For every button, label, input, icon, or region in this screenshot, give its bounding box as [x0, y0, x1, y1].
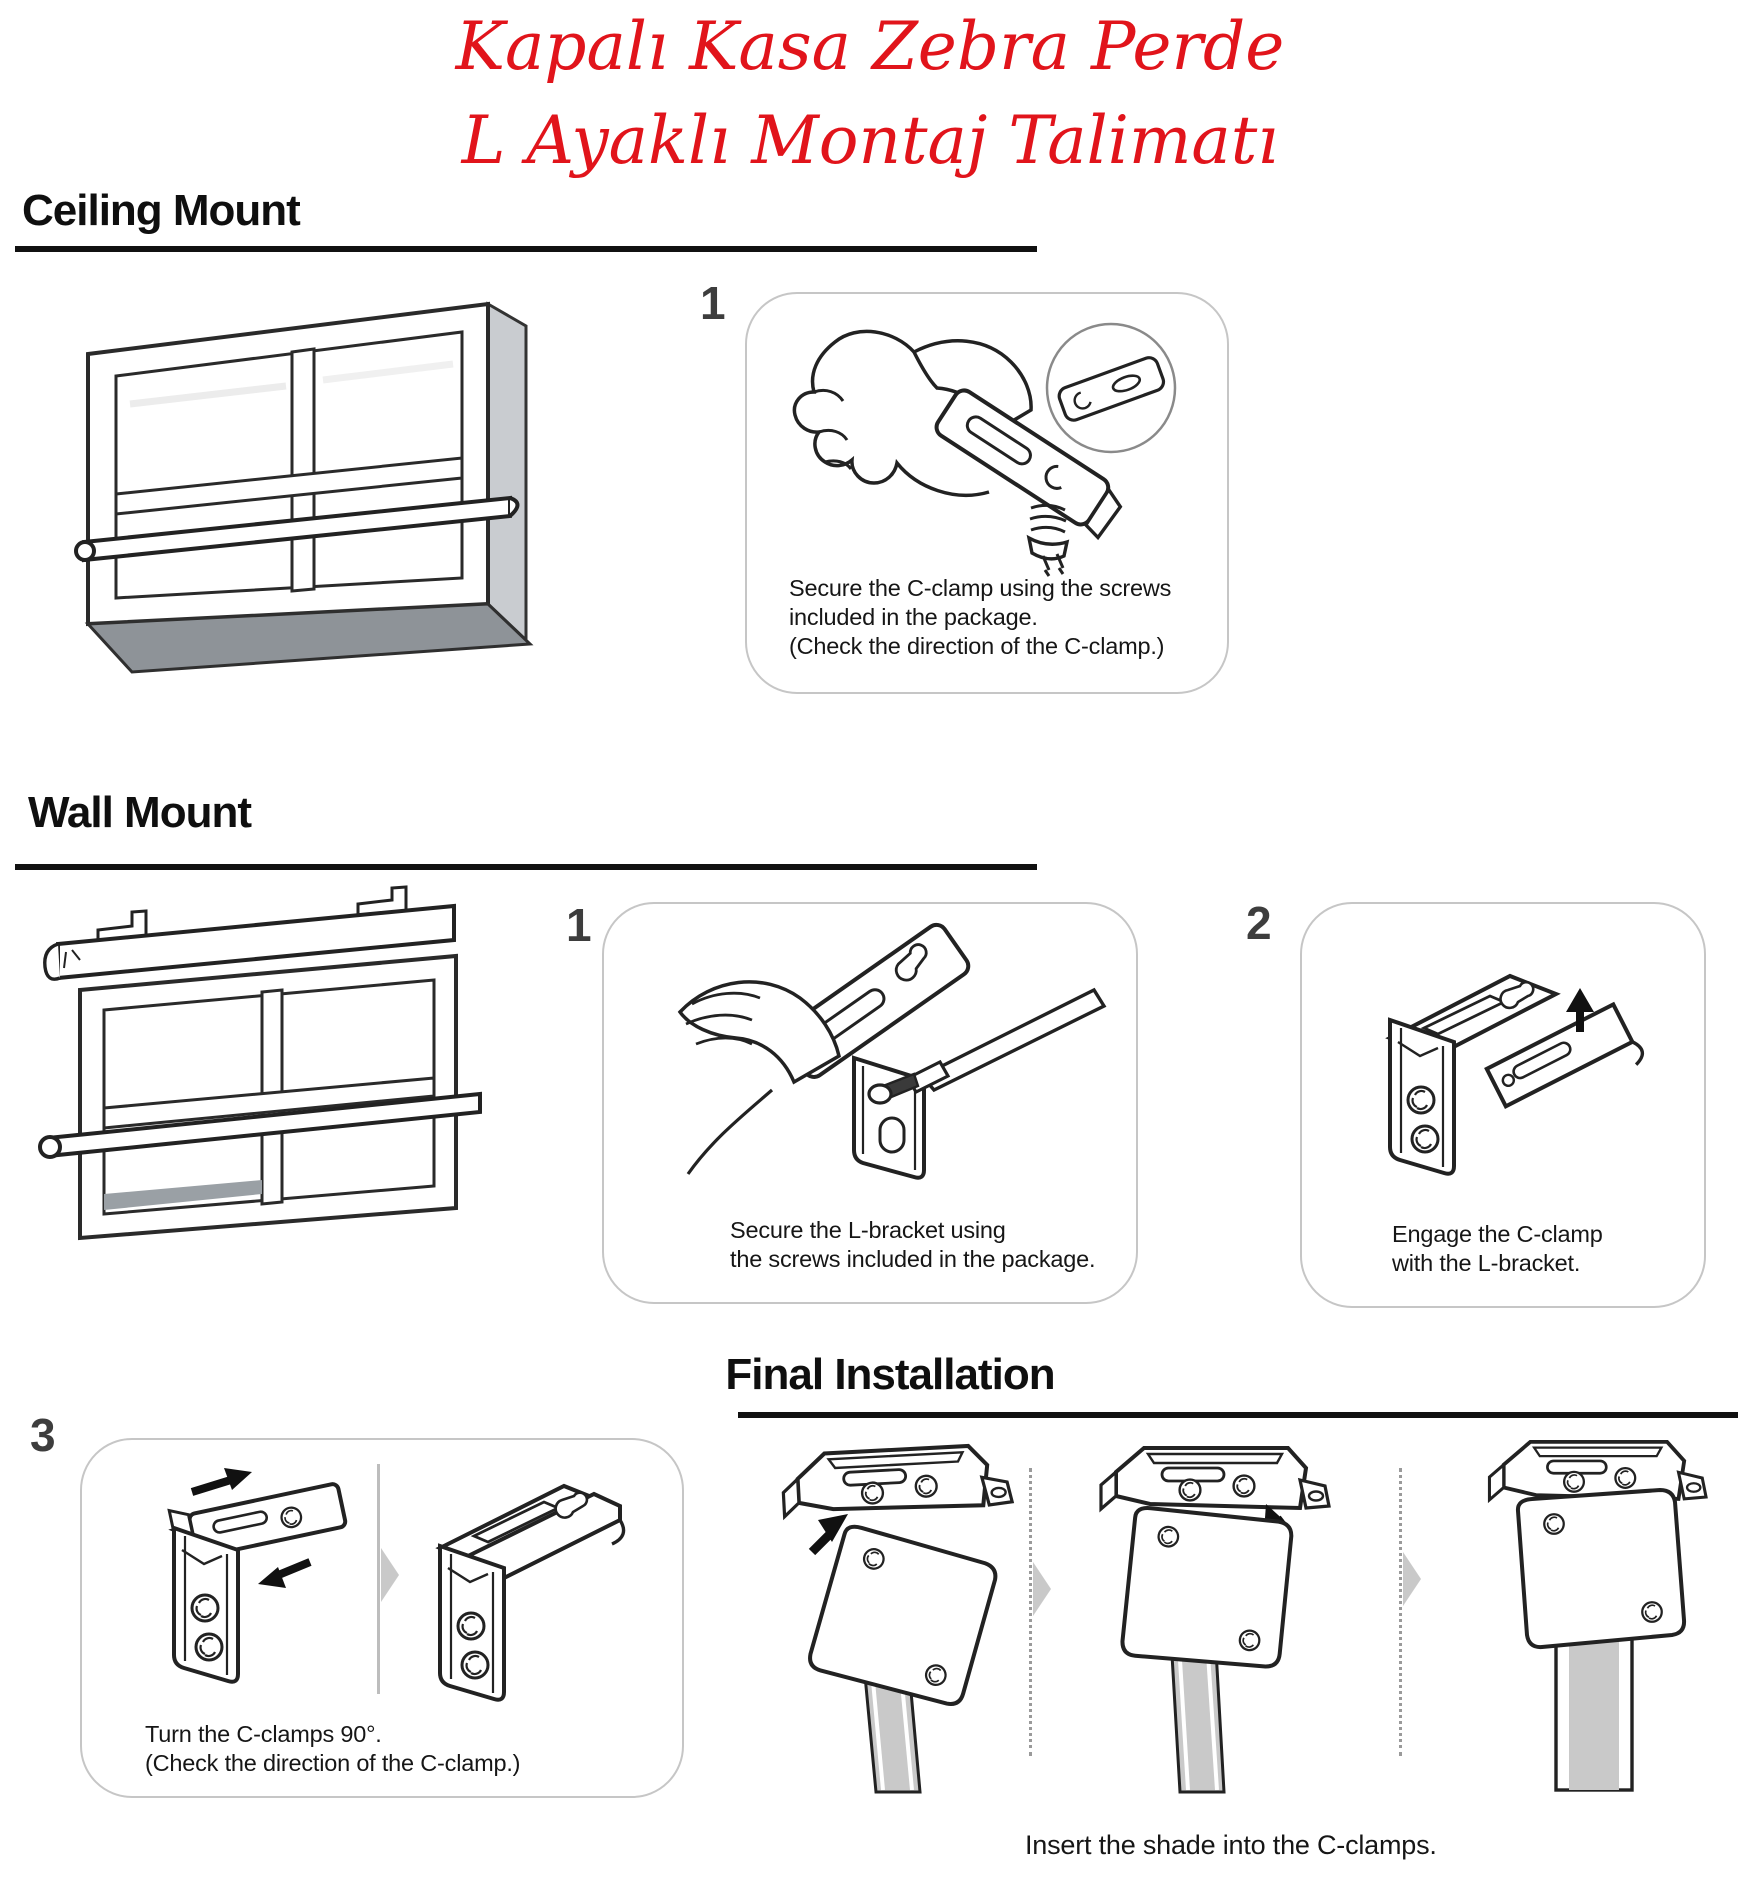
final-step3-box: [80, 1438, 684, 1798]
final-section-rule: [738, 1412, 1738, 1418]
hand-screwing-l-bracket-illustration: [622, 920, 1122, 1210]
insert-shade-engaging-illustration: [1052, 1440, 1352, 1792]
step3-divider: [377, 1464, 380, 1694]
wall-step1-box: [602, 902, 1138, 1304]
final-divider-2: [1399, 1468, 1402, 1756]
final-next-arrow-2-icon: [1403, 1552, 1421, 1606]
caption-line: Engage the C-clamp: [1392, 1221, 1603, 1247]
wall-step1-number: 1: [566, 899, 592, 951]
rotate-c-clamp-after-illustration: [404, 1462, 654, 1714]
final-next-arrow-1-icon: [1033, 1562, 1051, 1616]
caption-line: Secure the L-bracket using: [730, 1217, 1006, 1243]
wall-step2-box: [1300, 902, 1706, 1308]
title-line-2: L Ayaklı Montaj Talimatı: [461, 102, 1279, 179]
caption-line: (Check the direction of the C-clamp.): [145, 1750, 521, 1776]
step3-next-arrow-icon: [381, 1548, 399, 1602]
document-title: [340, 0, 1400, 188]
wall-step2-number: 2: [1246, 897, 1272, 949]
ceiling-step1-box: [745, 292, 1229, 694]
title-line-1: Kapalı Kasa Zebra Perde: [455, 8, 1285, 85]
c-clamp-engaging-l-bracket-illustration: [1360, 954, 1650, 1189]
insert-shade-tilted-illustration: [768, 1440, 1018, 1792]
ceiling-step-number: 1: [700, 277, 726, 329]
wall-section-rule: [15, 864, 1037, 870]
ceiling-section-rule: [15, 246, 1037, 252]
caption-line: included in the package.: [789, 604, 1038, 630]
section-heading-wall-mount: Wall Mount: [28, 788, 251, 837]
caption-line: the screws included in the package.: [730, 1246, 1096, 1272]
wall-step2-caption: [1392, 1220, 1603, 1278]
final-bottom-caption: Insert the shade into the C-clamps.: [1025, 1830, 1437, 1860]
shade-installed-illustration: [1490, 1438, 1705, 1792]
caption-line: (Check the direction of the C-clamp.): [789, 633, 1165, 659]
ceiling-step1-caption: [789, 574, 1171, 661]
section-heading-ceiling-mount: Ceiling Mount: [22, 186, 300, 235]
caption-line: Secure the C-clamp using the screws: [789, 575, 1172, 601]
window-wall-mount-illustration: [36, 886, 496, 1334]
rotate-c-clamp-before-illustration: [140, 1464, 360, 1714]
caption-line: with the L-bracket.: [1392, 1250, 1581, 1276]
section-heading-final-installation: Final Installation: [725, 1350, 1055, 1399]
final-step3-number: 3: [30, 1409, 56, 1461]
window-ceiling-mount-illustration: [68, 292, 548, 692]
final-step3-caption: [145, 1720, 520, 1778]
final-divider-1: [1029, 1468, 1032, 1756]
hand-screwing-c-clamp-illustration: [759, 302, 1219, 576]
caption-line: Turn the C-clamps 90°.: [145, 1721, 382, 1747]
wall-step1-caption: [730, 1216, 1095, 1274]
